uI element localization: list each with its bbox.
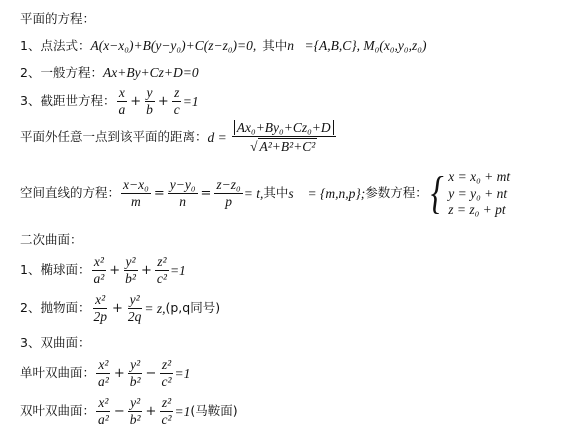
note: (p,q同号): [165, 300, 221, 316]
text: 参数方程：: [365, 185, 428, 200]
fraction: $\frac{\text{x²}}{\text{a²}}$: [98, 395, 109, 428]
fraction: $\frac{\text{z²}}{\text{c²}}$: [161, 357, 172, 390]
fraction: $\frac{\text{x²}}{\text{a²}}$: [93, 254, 105, 287]
fraction: $\frac{\text{y²}}{\text{b²}}$: [129, 395, 141, 428]
equation: A(x−x₀)+B(y−y₀)+C(z−z₀)=0,: [90, 38, 257, 53]
note: (马鞍面): [190, 403, 238, 419]
general-form: [20, 66, 199, 80]
item-prefix: 3、截距世方程：: [20, 93, 116, 109]
equation-tail: =1: [174, 365, 191, 381]
line-equation: 空间直线的方程： $\frac{\text{x−x₀}}{m}$ = $\frac{\text{y−y₀}}{n}$ = $\frac{\text{z−z₀}}{p}$ = t, 其中 s⃗ = {m,n,p}; 参数方程： { x = x₀ + mt y = y₀ + nt z = z₀ + pt: [20, 167, 511, 219]
equation-tail: = t,: [243, 185, 264, 201]
fraction: $\frac{x}{a}$: [118, 85, 126, 118]
fraction: $\frac{\text{z−z₀}}{p}$: [216, 176, 241, 209]
item-prefix: 单叶双曲面：: [20, 365, 96, 381]
fraction: $\frac{\text{z²}}{\text{c²}}$: [156, 254, 167, 287]
hyperboloid-heading: [20, 337, 90, 350]
fraction: $\frac{\text{x²}}{2p}$: [93, 292, 107, 325]
heading-quadric-surfaces: [20, 234, 83, 247]
equation: Ax+By+Cz+D=0: [102, 65, 199, 80]
label: 平面外任意一点到该平面的距离：: [20, 129, 208, 145]
heading-text: 二次曲面：: [20, 232, 83, 247]
text: 其中: [263, 185, 289, 200]
fraction: $\frac{\text{y−y₀}}{n}$: [169, 176, 196, 209]
equation-tail: =1: [182, 93, 199, 109]
intercept-form: 3、截距世方程： $\frac{x}{a}$ + $\frac{y}{b}$ + $\frac{z}{c}$ =1: [20, 85, 199, 118]
equation: n⃗={A,B,C}, M₀(x₀,y₀,z₀): [287, 38, 427, 53]
parametric-system: { x = x₀ + mt y = y₀ + nt z = z₀ + pt: [430, 167, 511, 219]
fraction: $\frac{\text{z²}}{\text{c²}}$: [161, 395, 172, 428]
item-prefix: 1、点法式：: [20, 37, 91, 53]
item-prefix: 2、抛物面：: [20, 300, 91, 316]
one-sheet-hyperboloid: 单叶双曲面： $\frac{\text{x²}}{\text{a²}}$ + $\frac{\text{y²}}{\text{b²}}$ − $\frac{\text{z²}}{\text{c²}}$ =1: [20, 357, 191, 390]
paraboloid: 2、抛物面： $\frac{\text{x²}}{2p}$ + $\frac{\text{y²}}{2q}$ = z, (p,q同号): [20, 292, 221, 325]
fraction: $\frac{\text{y²}}{2q}$: [127, 292, 142, 325]
distance-fraction: Ax₀+By₀+Cz₀+D √ A²+B²+C²: [232, 121, 336, 154]
item-prefix: 1、椭球面：: [20, 262, 91, 278]
direction-vector: s⃗ = {m,n,p};: [288, 185, 366, 201]
fraction: $\frac{\text{y²}}{\text{b²}}$: [125, 254, 136, 287]
equation-tail: =1: [174, 403, 191, 419]
fraction: $\frac{z}{c}$: [173, 85, 180, 118]
point-normal-form: [20, 39, 426, 53]
item-prefix: 双叶双曲面：: [20, 403, 96, 419]
two-sheet-hyperboloid: 双叶双曲面： $\frac{\text{x²}}{\text{a²}}$ − $\frac{\text{y²}}{\text{b²}}$ + $\frac{\text{z²}}{\text{c²}}$ =1 (马鞍面): [20, 395, 238, 428]
heading-text: 平面的方程：: [20, 11, 96, 26]
fraction: $\frac{\text{x−x₀}}{m}$: [123, 176, 149, 209]
point-plane-distance: [20, 121, 337, 154]
text: 其中: [262, 37, 288, 53]
item-prefix: 2、一般方程：: [20, 64, 103, 80]
fraction: $\frac{\text{y²}}{\text{b²}}$: [129, 357, 141, 390]
equation-tail: =1: [169, 262, 186, 278]
fraction: $\frac{\text{x²}}{\text{a²}}$: [98, 357, 109, 390]
d-symbol: d =: [207, 129, 227, 145]
ellipsoid: 1、椭球面： $\frac{\text{x²}}{\text{a²}}$ + $\frac{\text{y²}}{\text{b²}}$ + $\frac{\text{z²}}{\text{c²}}$ =1: [20, 254, 186, 287]
label: 空间直线的方程：: [20, 185, 121, 200]
item-prefix: 3、双曲面：: [20, 335, 91, 350]
equation-tail: = z,: [144, 300, 166, 316]
heading-plane-equations: [20, 13, 95, 26]
fraction: $\frac{y}{b}$: [146, 85, 153, 118]
